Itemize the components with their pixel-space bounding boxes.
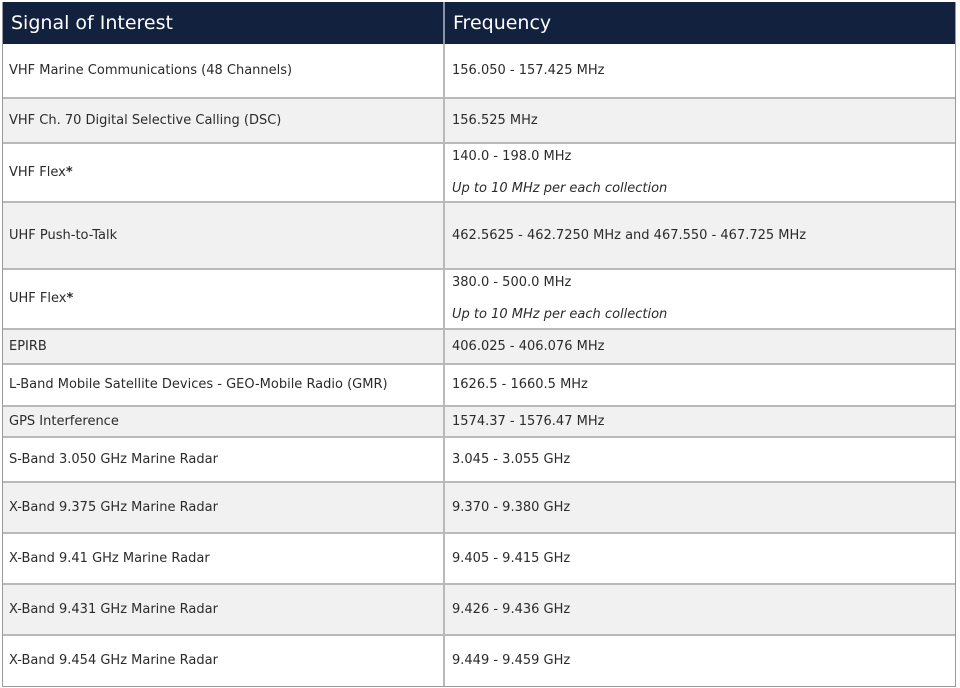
table-row [3, 44, 955, 99]
table-row [3, 534, 955, 585]
signal-label: UHF Flex [9, 291, 67, 306]
table-header-row [3, 2, 955, 44]
table-row [3, 407, 955, 438]
header-frequency: Frequency [453, 12, 552, 34]
header-signal: Signal of Interest [3, 2, 445, 44]
signal-cell: EPIRB [3, 330, 445, 363]
frequency-cell: 9.405 - 9.415 GHz [452, 550, 571, 566]
signal-cell [3, 270, 445, 328]
signal-cell: L-Band Mobile Satellite Devices - GEO-Mobile Radio (GMR) [3, 365, 445, 405]
table-row [3, 483, 955, 534]
frequency-cell: 3.045 - 3.055 GHz [452, 451, 571, 467]
table-row [3, 365, 955, 407]
frequency-note: Up to 10 MHz per each collection [452, 180, 668, 196]
frequency-cell: 9.426 - 9.436 GHz [452, 601, 571, 617]
table-row [3, 585, 955, 636]
table-row [3, 330, 955, 365]
table-row [3, 270, 955, 330]
signal-cell: UHF Push-to-Talk [3, 203, 445, 268]
table-row [3, 203, 955, 270]
signal-cell: GPS Interference [3, 407, 445, 436]
table-row [3, 636, 955, 686]
frequency-cell: 9.370 - 9.380 GHz [452, 499, 571, 515]
frequency-cell: 462.5625 - 462.7250 MHz and 467.550 - 467.725 MHz [452, 227, 807, 243]
table-row [3, 438, 955, 483]
signal-cell: X-Band 9.375 GHz Marine Radar [3, 483, 445, 532]
signal-cell: X-Band 9.41 GHz Marine Radar [3, 534, 445, 583]
frequency-cell: 406.025 - 406.076 MHz [452, 338, 605, 354]
frequency-cell: 9.449 - 9.459 GHz [452, 653, 571, 668]
frequency-cell: 1574.37 - 1576.47 MHz [452, 413, 605, 429]
signal-cell: X-Band 9.454 GHz Marine Radar [3, 636, 445, 686]
frequency-note: Up to 10 MHz per each collection [452, 307, 668, 322]
frequency-cell: 156.050 - 157.425 MHz [452, 62, 605, 78]
signal-cell: VHF Ch. 70 Digital Selective Calling (DSC) [3, 99, 445, 142]
signal-cell [3, 144, 445, 201]
flex-asterisk: * [66, 291, 74, 306]
table-row [3, 144, 955, 203]
signal-cell: S-Band 3.050 GHz Marine Radar [3, 438, 445, 481]
frequency-cell: 1626.5 - 1660.5 MHz [452, 377, 588, 392]
frequency-value: 140.0 - 198.0 MHz [452, 148, 572, 164]
signal-cell: VHF Marine Communications (48 Channels) [3, 44, 445, 97]
table-row [3, 99, 955, 144]
frequency-cell: 156.525 MHz [452, 112, 538, 128]
signal-label: VHF Flex [9, 164, 66, 180]
flex-asterisk: * [65, 164, 73, 180]
frequency-cell [445, 144, 955, 201]
frequency-cell [445, 270, 955, 328]
frequency-value: 380.0 - 500.0 MHz [452, 275, 572, 290]
signal-cell: X-Band 9.431 GHz Marine Radar [3, 585, 445, 634]
frequency-table [2, 2, 956, 687]
